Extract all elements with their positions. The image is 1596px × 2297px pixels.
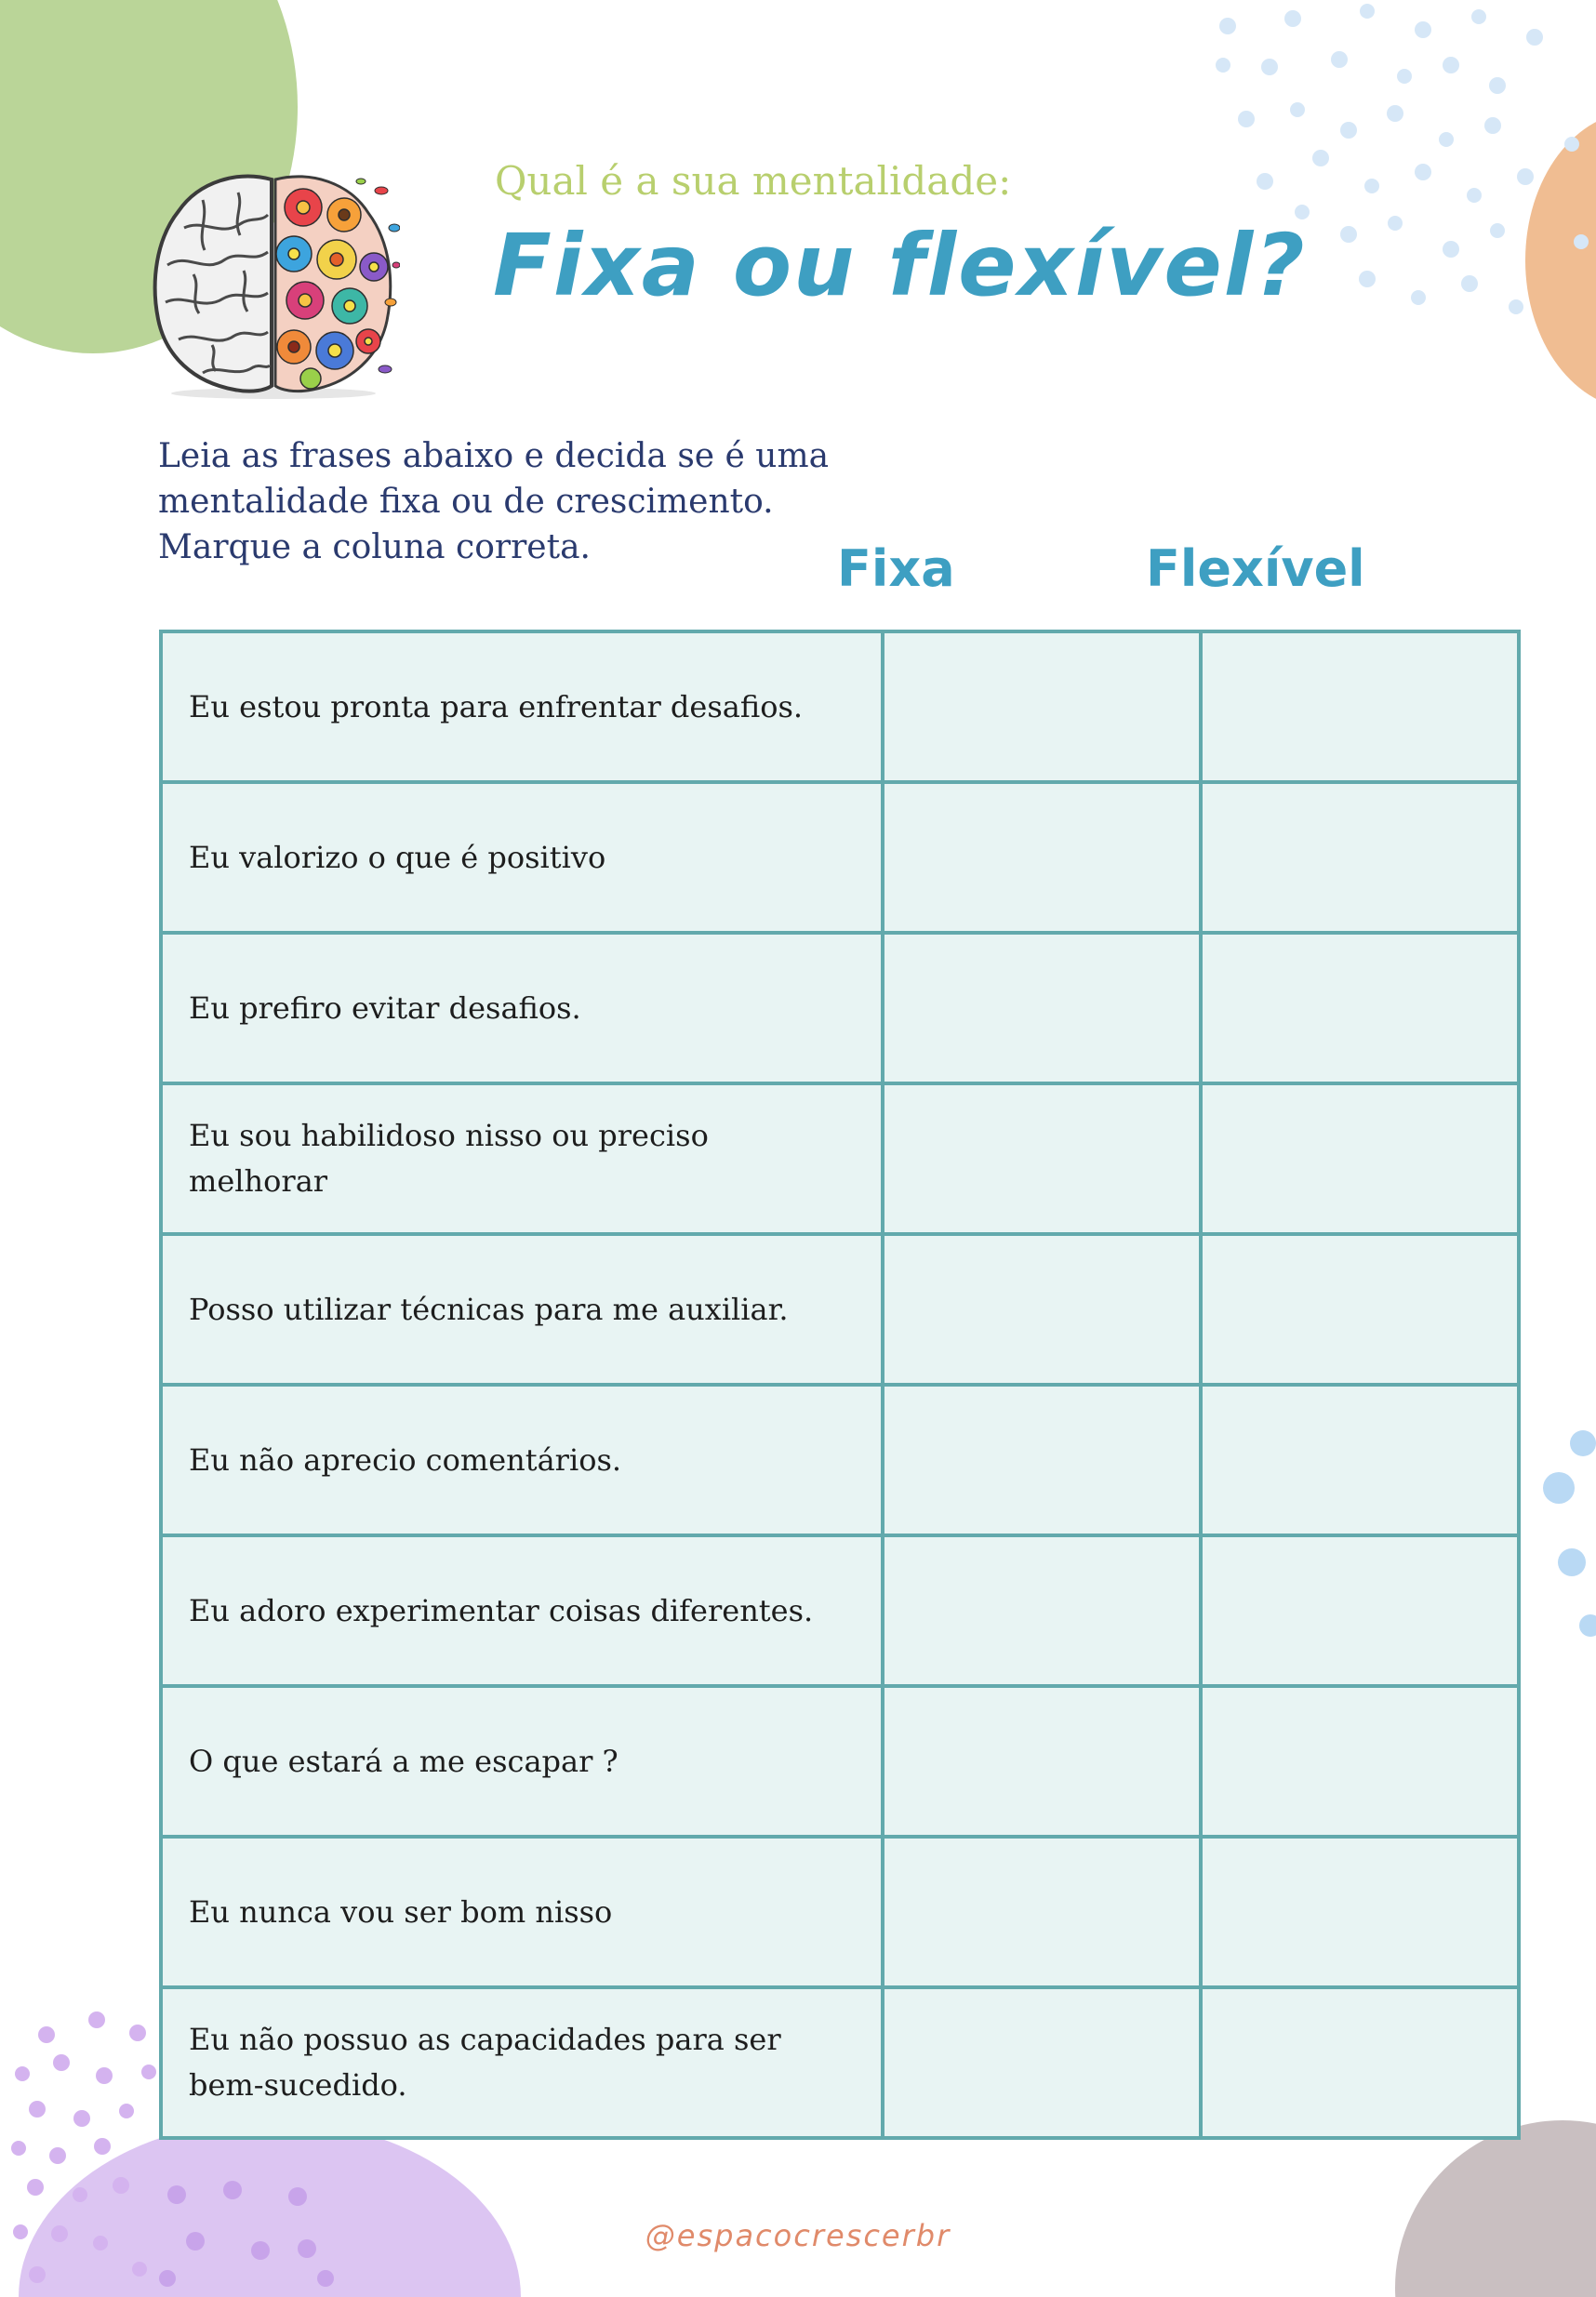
statement-cell: Eu estou pronta para enfrentar desafios. — [161, 631, 883, 782]
social-handle: @espacocrescerbr — [645, 2218, 951, 2253]
flexivel-checkbox-cell[interactable] — [1201, 1987, 1519, 2138]
statement-cell: Eu não possuo as capacidades para ser bem-sucedido. — [161, 1987, 883, 2138]
table-row — [161, 1385, 1519, 1535]
flexivel-checkbox-cell[interactable] — [1201, 1234, 1519, 1385]
table-row — [161, 1686, 1519, 1837]
page-title: Fixa ou flexível? — [493, 216, 1307, 315]
table-row — [161, 1837, 1519, 1987]
flexivel-checkbox-cell[interactable] — [1201, 1385, 1519, 1535]
fixa-checkbox-cell[interactable] — [883, 1837, 1201, 1987]
subtitle: Qual é a sua mentalidade: — [495, 158, 1012, 204]
mindset-table — [159, 630, 1521, 2140]
flexivel-checkbox-cell[interactable] — [1201, 631, 1519, 782]
fixa-checkbox-cell[interactable] — [883, 1686, 1201, 1837]
fixa-checkbox-cell[interactable] — [883, 1987, 1201, 2138]
table-row — [161, 1234, 1519, 1385]
fixa-checkbox-cell[interactable] — [883, 1385, 1201, 1535]
table-row — [161, 782, 1519, 933]
flexivel-checkbox-cell[interactable] — [1201, 1535, 1519, 1686]
table-row — [161, 933, 1519, 1083]
fixa-checkbox-cell[interactable] — [883, 631, 1201, 782]
statement-cell: Eu valorizo o que é positivo — [161, 782, 883, 933]
statement-cell: Eu adoro experimentar coisas diferentes. — [161, 1535, 883, 1686]
statement-cell: Posso utilizar técnicas para me auxiliar. — [161, 1234, 883, 1385]
table-row — [161, 1535, 1519, 1686]
statement-cell: Eu sou habilidoso nisso ou preciso melhorar — [161, 1083, 883, 1234]
column-header-flexivel: Flexível — [1146, 539, 1365, 598]
blue-dots-right-edge — [1543, 1430, 1596, 1637]
flexivel-checkbox-cell[interactable] — [1201, 1686, 1519, 1837]
statement-cell: Eu não aprecio comentários. — [161, 1385, 883, 1535]
flexivel-checkbox-cell[interactable] — [1201, 1837, 1519, 1987]
instructions — [158, 433, 865, 570]
brain-flowers-icon — [147, 163, 400, 405]
flexivel-checkbox-cell[interactable] — [1201, 1083, 1519, 1234]
fixa-checkbox-cell[interactable] — [883, 1535, 1201, 1686]
fixa-checkbox-cell[interactable] — [883, 782, 1201, 933]
table-row — [161, 1987, 1519, 2138]
table-row — [161, 631, 1519, 782]
statement-cell: O que estará a me escapar ? — [161, 1686, 883, 1837]
flexivel-checkbox-cell[interactable] — [1201, 933, 1519, 1083]
table-row — [161, 1083, 1519, 1234]
flexivel-checkbox-cell[interactable] — [1201, 782, 1519, 933]
instructions-line: Leia as frases abaixo e decida se é uma — [158, 437, 830, 475]
column-header-fixa: Fixa — [837, 539, 955, 598]
fixa-checkbox-cell[interactable] — [883, 1083, 1201, 1234]
instructions-line: Marque a coluna correta. — [158, 528, 591, 566]
fixa-checkbox-cell[interactable] — [883, 933, 1201, 1083]
instructions-line: mentalidade fixa ou de crescimento. — [158, 483, 774, 521]
statement-cell: Eu nunca vou ser bom nisso — [161, 1837, 883, 1987]
fixa-checkbox-cell[interactable] — [883, 1234, 1201, 1385]
statement-cell: Eu prefiro evitar desafios. — [161, 933, 883, 1083]
